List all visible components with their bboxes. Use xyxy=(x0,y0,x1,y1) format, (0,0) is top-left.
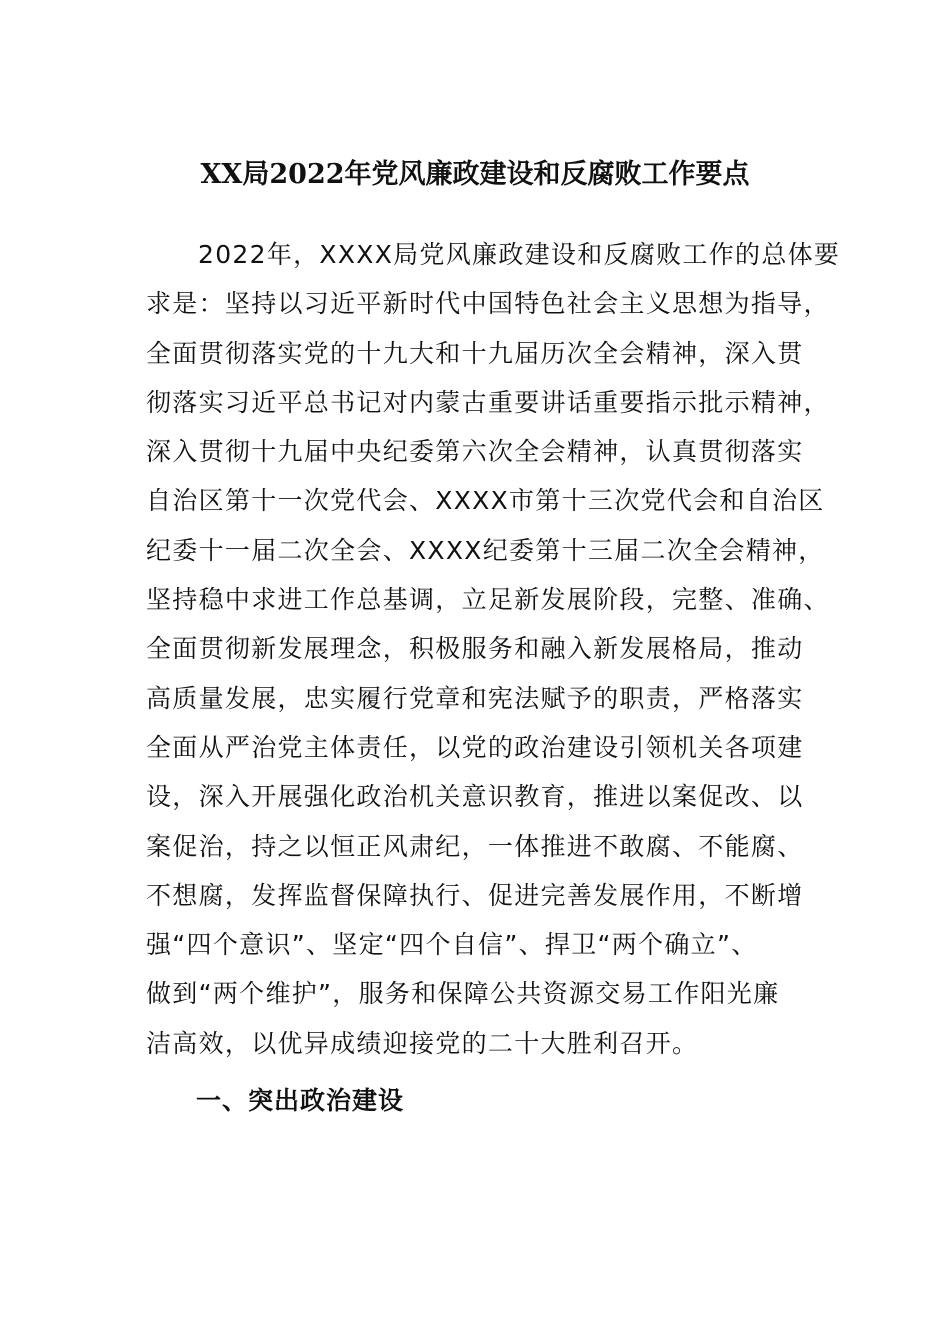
paragraph-line: 全面贯彻落实党的十九大和十九届历次全会精神，深入贯 xyxy=(146,338,804,368)
paragraph-line: 全面从严治党主体责任，以党的政治建设引领机关各项建 xyxy=(146,732,804,762)
paragraph-line: 纪委十一届二次全会、XXXX纪委第十三届二次全会精神， xyxy=(146,535,825,565)
paragraph-line: 高质量发展，忠实履行党章和宪法赋予的职责，严格落实 xyxy=(146,683,804,713)
document-title: XX局2022年党风廉政建设和反腐败工作要点 xyxy=(200,159,750,190)
paragraph-line: 设，深入开展强化政治机关意识教育，推进以案促改、以 xyxy=(146,782,804,812)
paragraph-line: 深入贯彻十九届中央纪委第六次全会精神，认真贯彻落实 xyxy=(146,437,804,467)
paragraph-line: 洁高效，以优异成绩迎接党的二十大胜利召开。 xyxy=(146,1028,699,1058)
paragraph-line: 彻落实习近平总书记对内蒙古重要讲话重要指示批示精神， xyxy=(146,387,830,417)
paragraph-line: 求是：坚持以习近平新时代中国特色社会主义思想为指导， xyxy=(146,289,830,319)
paragraph-line: 做到“两个维护”，服务和保障公共资源交易工作阳光廉 xyxy=(146,979,780,1009)
paragraph-line: 2022年，XXXX局党风廉政建设和反腐败工作的总体要 xyxy=(198,240,841,269)
body-paragraph xyxy=(146,230,841,1068)
section-heading: 一、突出政治建设 xyxy=(196,1086,405,1115)
paragraph-line: 坚持稳中求进工作总基调，立足新发展阶段，完整、准确、 xyxy=(146,585,830,615)
paragraph-line: 案促治，持之以恒正风肃纪，一体推进不敢腐、不能腐、 xyxy=(146,831,804,861)
paragraph-line: 强“四个意识”、坚定“四个自信”、捍卫“两个确立”、 xyxy=(146,930,758,960)
paragraph-line: 全面贯彻新发展理念，积极服务和融入新发展格局，推动 xyxy=(146,634,804,664)
paragraph-line: 不想腐，发挥监督保障执行、促进完善发展作用，不断增 xyxy=(146,880,804,910)
paragraph-line: 自治区第十一次党代会、XXXX市第十三次党代会和自治区 xyxy=(146,486,825,516)
